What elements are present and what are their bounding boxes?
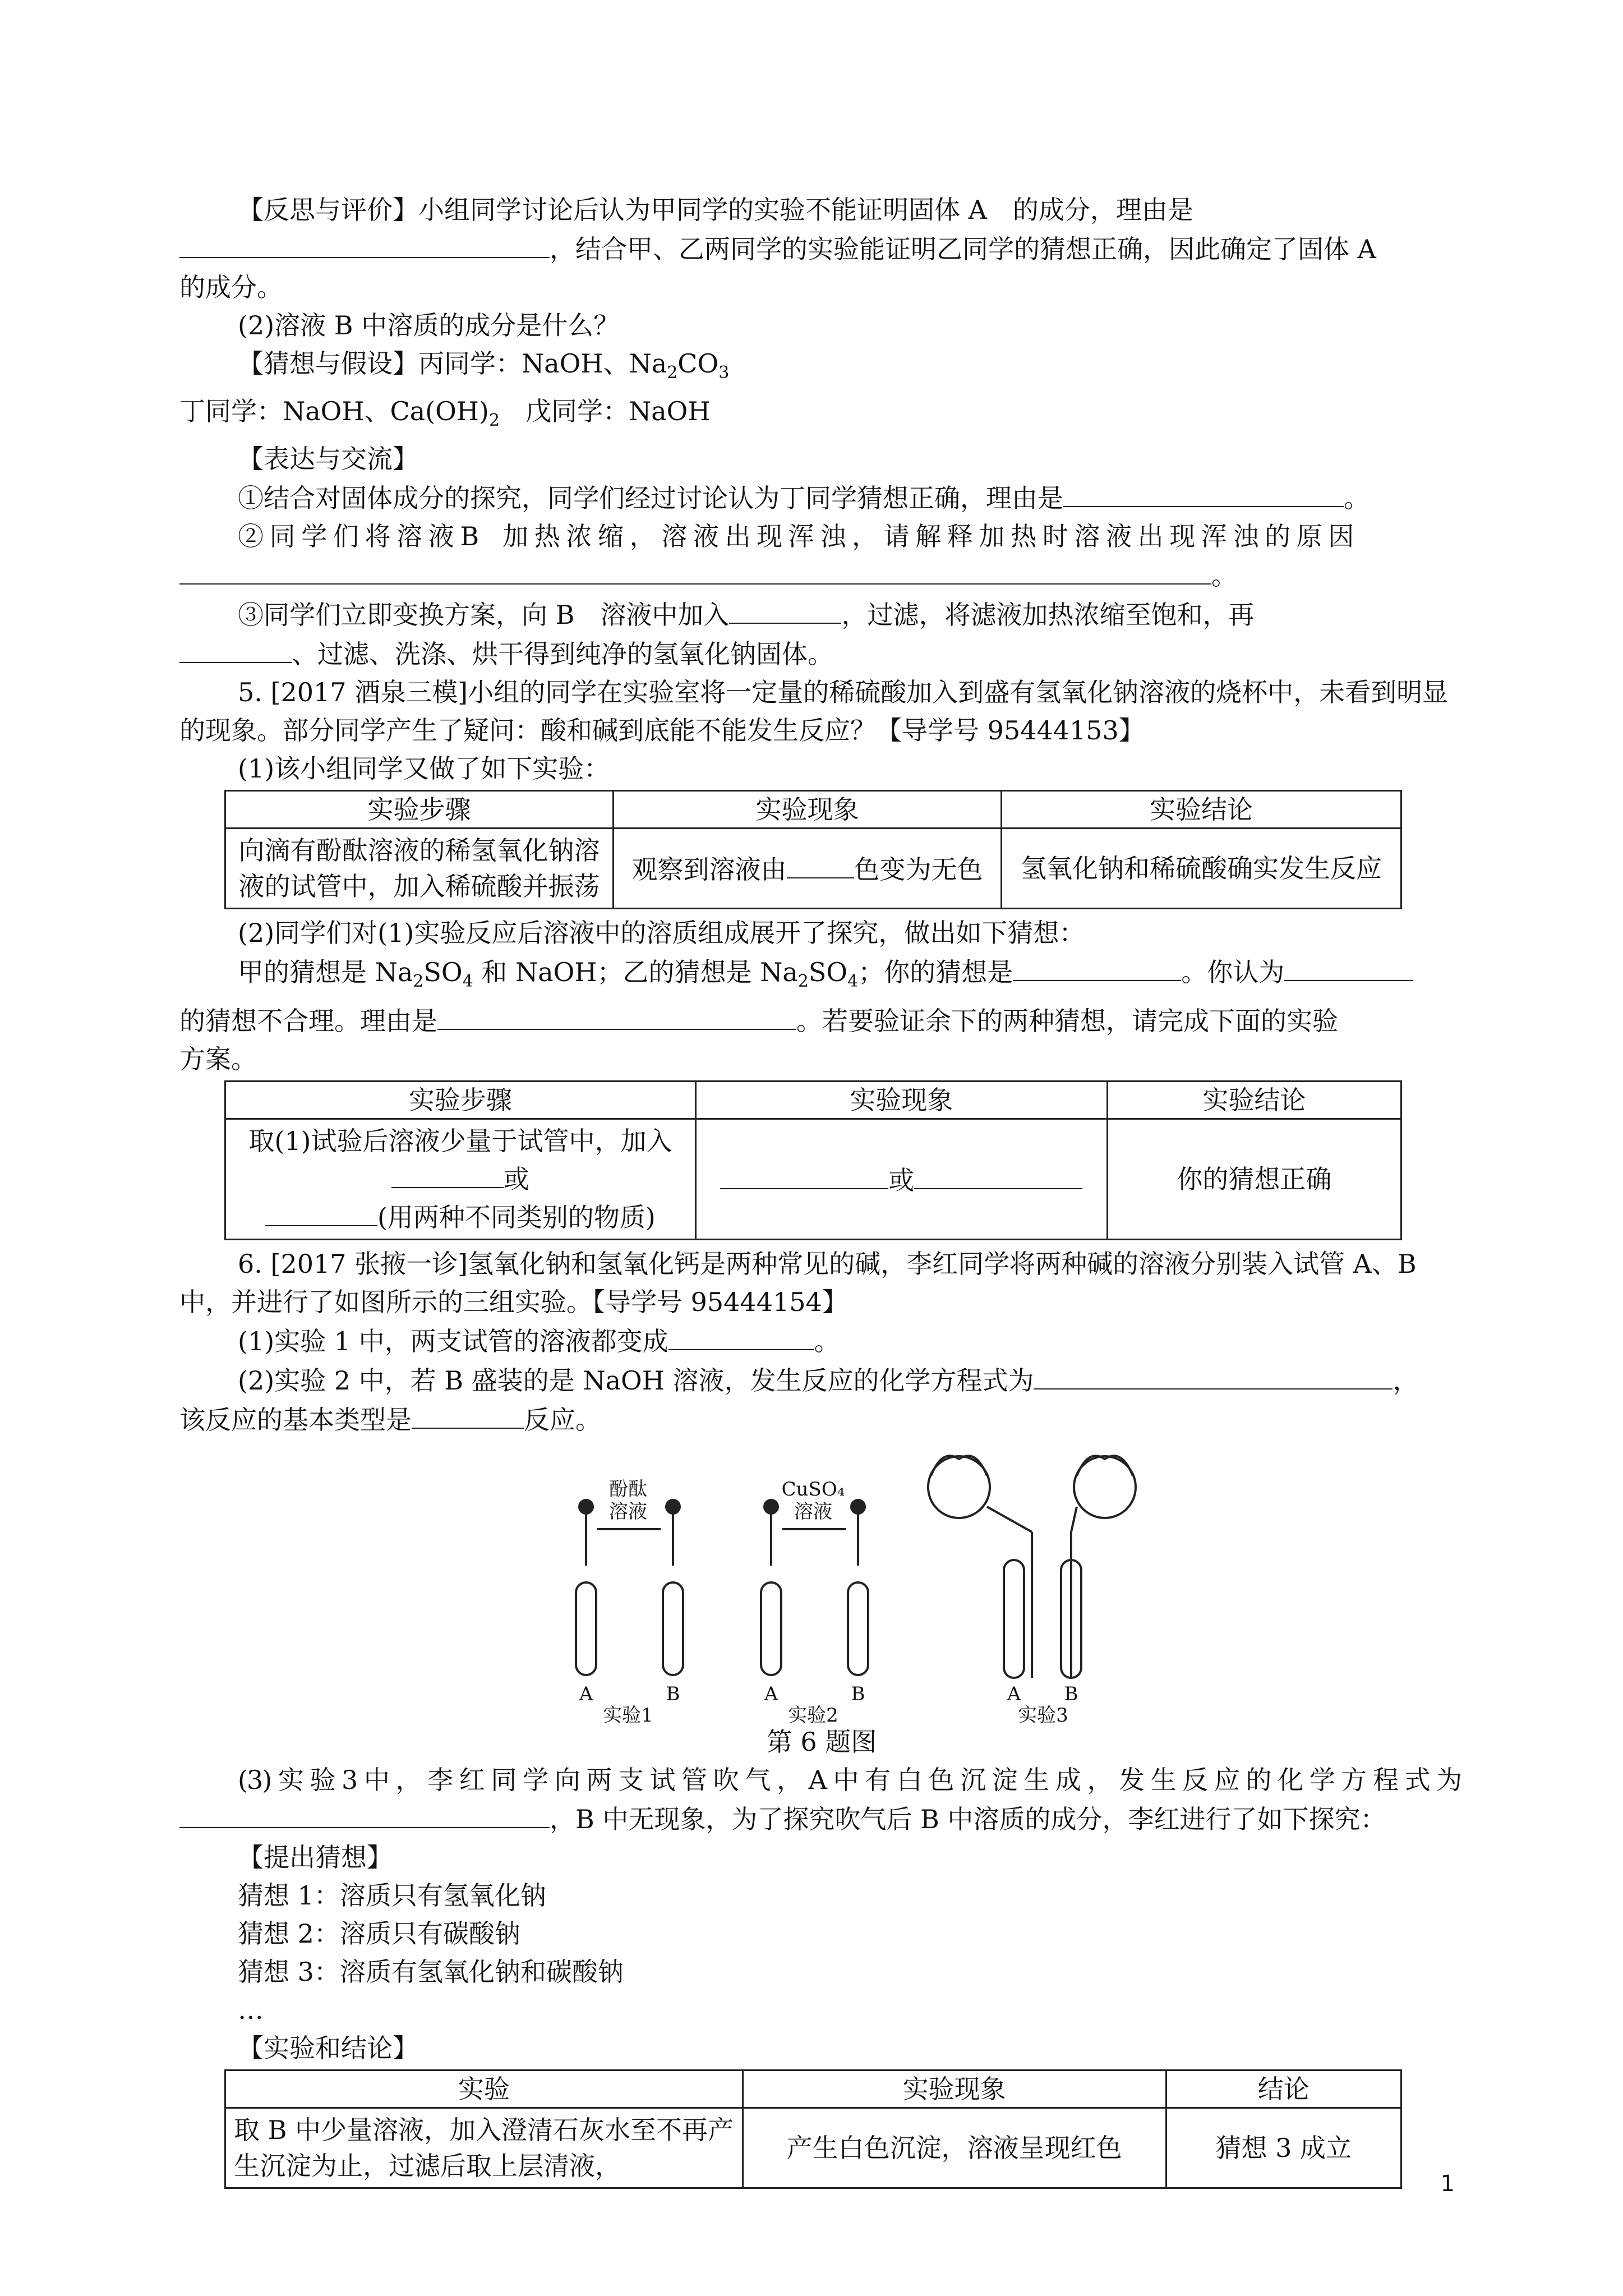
table-header: 实验结论 bbox=[1002, 791, 1401, 829]
paragraph: 方案。 bbox=[179, 1044, 257, 1074]
experiment-1-label: 实验1 bbox=[603, 1704, 653, 1723]
table-header: 实验步骤 bbox=[225, 791, 614, 829]
answer-blank[interactable] bbox=[1034, 1360, 1393, 1389]
paragraph: (1)该小组同学又做了如下实验： bbox=[238, 753, 610, 784]
paragraph: ② 同 学 们 将 溶 液 B 加 热 浓 缩 ， 溶 液 出 现 浑 浊 ， 请 解 释 加 热 时 溶 液 出 现 浑 浊 的 原 因 bbox=[238, 521, 1353, 551]
paragraph: (2)同学们对(1)实验反应后溶液中的溶质组成展开了探究，做出如下猜想： bbox=[238, 918, 1085, 948]
tube-label-a: A bbox=[1007, 1683, 1021, 1705]
experiment-figure bbox=[179, 1453, 1464, 1723]
paragraph: ③同学们立即变换方案，向 B 溶液中加入 ，过滤，将滤液加热浓缩至饱和，再 bbox=[179, 595, 1464, 634]
answer-blank[interactable] bbox=[179, 555, 1211, 585]
answer-blank[interactable] bbox=[179, 229, 550, 258]
section-heading: 【实验和结论】 bbox=[238, 2033, 418, 2063]
answer-blank[interactable] bbox=[1013, 952, 1181, 981]
ellipsis: … bbox=[238, 1995, 264, 2025]
tube-label-a: A bbox=[764, 1683, 778, 1705]
table-header: 实验现象 bbox=[743, 2070, 1166, 2108]
cuso4-label: CuSO₄ bbox=[781, 1478, 845, 1501]
question-6: 6. [2017 张掖一诊]氢氧化钠和氢氧化钙是两种常见的碱，李红同学将两种碱的溶液分别装入试管 A、B 中，并进行了如图所示的三组实验。【导学号 95444154】 bbox=[179, 1249, 1417, 1317]
paragraph: ，B 中无现象，为了探究吹气后 B 中溶质的成分，李红进行了如下探究： bbox=[179, 1799, 1464, 1838]
phenol-label: 酚酞 bbox=[609, 1478, 647, 1501]
experiment-table-1 bbox=[224, 790, 1402, 909]
cuso4-label-2: 溶液 bbox=[794, 1501, 832, 1523]
answer-blank[interactable] bbox=[729, 595, 841, 624]
paragraph: (2)溶液 B 中溶质的成分是什么？ bbox=[238, 310, 620, 341]
experiment-table-3 bbox=[224, 2069, 1402, 2189]
document-body bbox=[179, 191, 1464, 2193]
table-cell: 向滴有酚酞溶液的稀氢氧化钠溶液的试管中，加入稀硫酸并振荡 bbox=[225, 829, 614, 909]
tube-label-b: B bbox=[851, 1683, 865, 1705]
table-header: 实验现象 bbox=[614, 791, 1002, 829]
page-number: 1 bbox=[1440, 2171, 1455, 2197]
table-cell: 猜想 3 成立 bbox=[1166, 2108, 1401, 2188]
table-cell: 取(1)试验后溶液少量于试管中，加入 或 (用两种不同类别的物质) bbox=[225, 1119, 696, 1240]
table-header: 实验步骤 bbox=[225, 1082, 696, 1119]
answer-blank[interactable] bbox=[787, 849, 854, 878]
paragraph: 【猜想与假设】丙同学：NaOH、$Na_2CO_3$ bbox=[238, 348, 730, 383]
tube-label-a: A bbox=[579, 1683, 593, 1705]
answer-blank[interactable] bbox=[1284, 952, 1413, 981]
section-heading: 【表达与交流】 bbox=[238, 444, 418, 474]
table-cell: 观察到溶液由 色变为无色 bbox=[614, 829, 1002, 909]
answer-blank[interactable] bbox=[914, 1160, 1082, 1189]
experiment-2-tubes bbox=[761, 1500, 868, 1675]
experiment-2-label: 实验2 bbox=[788, 1704, 838, 1723]
answer-blank[interactable] bbox=[265, 1197, 377, 1226]
section-heading: 【提出猜想】 bbox=[238, 1842, 393, 1872]
experiment-3-label: 实验3 bbox=[1018, 1704, 1068, 1723]
paragraph: 的猜想不合理。理由是 。若要验证余下的两种猜想，请完成下面的实验 bbox=[179, 1001, 1464, 1040]
experiment-1-tubes bbox=[576, 1500, 683, 1675]
table-cell: 你的猜想正确 bbox=[1107, 1119, 1401, 1240]
paragraph: 的成分。 bbox=[179, 272, 283, 302]
question-5: 5. [2017 酒泉三模]小组的同学在实验室将一定量的稀硫酸加入到盛有氢氧化钠溶液的烧杯中，未看到明显的现象。部分同学产生了疑问：酸和碱到底能不能发生反应？【导学号 95444153】 bbox=[179, 677, 1449, 746]
phenol-label-2: 溶液 bbox=[609, 1501, 647, 1523]
table-cell: 产生白色沉淀，溶液呈现红色 bbox=[743, 2108, 1166, 2188]
answer-blank[interactable] bbox=[668, 1321, 814, 1350]
figure-caption: 第 6 题图 bbox=[766, 1727, 877, 1757]
paragraph: ，结合甲、乙两同学的实验能证明乙同学的猜想正确，因此确定了固体 A bbox=[179, 229, 1464, 268]
answer-blank[interactable] bbox=[391, 1159, 504, 1188]
paragraph: (2)实验 2 中，若 B 盛装的是 NaOH 溶液，发生反应的化学方程式为 ， bbox=[179, 1360, 1464, 1400]
figure-svg bbox=[179, 1453, 1464, 1723]
paragraph: 。 bbox=[179, 555, 1464, 595]
paragraph: 、过滤、洗涤、烘干得到纯净的氢氧化钠固体。 bbox=[179, 634, 1464, 673]
paragraph: 丁同学：NaOH、$Ca(OH)_2$ 戊同学：NaOH bbox=[179, 396, 711, 430]
answer-blank[interactable] bbox=[179, 634, 292, 663]
paragraph: (1)实验 1 中，两支试管的溶液都变成 。 bbox=[179, 1321, 1464, 1360]
paragraph: (3) 实 验 3 中 ， 李 红 同 学 向 两 支 试 管 吹 气 ， A 中 有 白 色 沉 淀 生 成 ， 发 生 反 应 的 化 学 方 程 式 为 bbox=[238, 1765, 1461, 1795]
paragraph: 甲的猜想是 $Na_2SO_4$ 和 NaOH；乙的猜想是 $Na_2SO_4$；你的猜想是 。你认为 bbox=[179, 952, 1464, 1001]
paragraph: ①结合对固体成分的探究，同学们经过讨论认为丁同学猜想正确，理由是 。 bbox=[179, 478, 1464, 517]
table-cell: 或 bbox=[695, 1119, 1107, 1240]
table-cell: 氢氧化钠和稀硫酸确实发生反应 bbox=[1002, 829, 1401, 909]
answer-blank[interactable] bbox=[179, 1799, 550, 1828]
hypothesis: 猜想 1：溶质只有氢氧化钠 bbox=[238, 1880, 546, 1911]
experiment-3-students bbox=[928, 1456, 1136, 1678]
table-header: 结论 bbox=[1166, 2070, 1401, 2108]
table-header: 实验结论 bbox=[1107, 1082, 1401, 1119]
answer-blank[interactable] bbox=[720, 1160, 888, 1189]
experiment-table-2 bbox=[224, 1080, 1402, 1240]
tube-label-b: B bbox=[666, 1683, 680, 1705]
table-header: 实验现象 bbox=[695, 1082, 1107, 1119]
paragraph: 该反应的基本类型是 反应。 bbox=[179, 1400, 1464, 1439]
hypothesis: 猜想 3：溶质有氢氧化钠和碳酸钠 bbox=[238, 1957, 624, 1987]
table-cell: 取 B 中少量溶液，加入澄清石灰水至不再产生沉淀为止，过滤后取上层清液， bbox=[225, 2108, 743, 2188]
tube-label-b: B bbox=[1064, 1683, 1078, 1705]
paragraph: 【反思与评价】小组同学讨论后认为甲同学的实验不能证明固体 A 的成分，理由是 bbox=[238, 195, 1193, 225]
answer-blank[interactable] bbox=[437, 1001, 796, 1030]
answer-blank[interactable] bbox=[1063, 478, 1344, 507]
answer-blank[interactable] bbox=[412, 1400, 524, 1429]
hypothesis: 猜想 2：溶质只有碳酸钠 bbox=[238, 1918, 520, 1949]
table-header: 实验 bbox=[225, 2070, 743, 2108]
